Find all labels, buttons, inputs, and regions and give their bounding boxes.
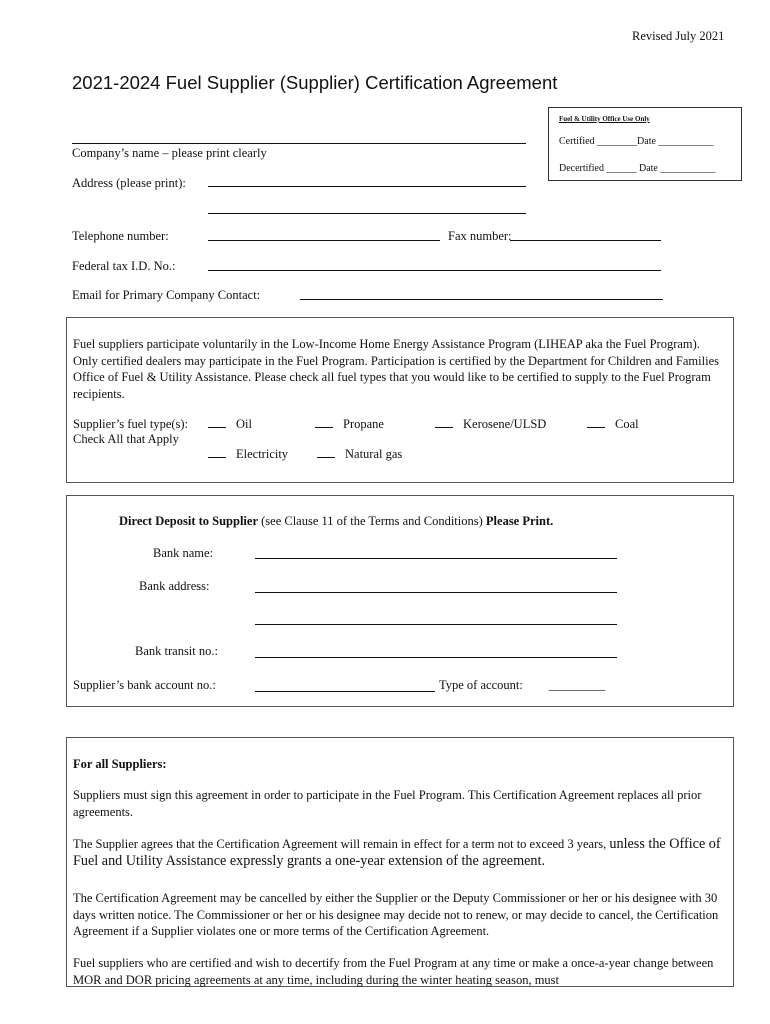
bank-address-line-2[interactable] — [255, 624, 617, 625]
tax-id-line[interactable] — [208, 270, 661, 271]
fuel-type-section — [66, 317, 734, 483]
all-suppliers-paragraph-2: The Supplier agrees that the Certification Agreement will remain in effect for a term not to exceed 3 years, unless the Office of Fuel and Utility Assistance expressly grants a one-year extension of the agreement. — [73, 836, 721, 869]
all-suppliers-section — [66, 737, 734, 987]
oil-checkbox[interactable] — [208, 417, 226, 428]
kerosene-checkbox[interactable] — [435, 417, 453, 428]
fuel-option-electricity[interactable]: Electricity — [208, 447, 288, 462]
certified-field: Certified ________Date ___________ — [559, 136, 714, 147]
revised-date: Revised July 2021 — [632, 29, 725, 43]
office-use-heading: Fuel & Utility Office Use Only — [559, 115, 650, 123]
coal-checkbox[interactable] — [587, 417, 605, 428]
email-line[interactable] — [300, 299, 663, 300]
fuel-option-kerosene[interactable]: Kerosene/ULSD — [435, 417, 546, 432]
account-type-field[interactable]: _________ — [549, 678, 606, 692]
fuel-option-propane[interactable]: Propane — [315, 417, 384, 432]
bank-address-line-1[interactable] — [255, 592, 617, 593]
all-suppliers-paragraph-3: The Certification Agreement may be cancelled by either the Supplier or the Deputy Commissioner or her or his designee with 30 days written notice. The Commissioner or her or his designee may decide not to renew, or may decide to cancel, the Certification Agreement if a Supplier violates one or more terms of the Certification Agreement. — [73, 891, 719, 938]
bank-account-line[interactable] — [255, 691, 435, 692]
propane-checkbox[interactable] — [315, 417, 333, 428]
fuel-option-natural-gas[interactable]: Natural gas — [317, 447, 402, 462]
electricity-checkbox[interactable] — [208, 447, 226, 458]
direct-deposit-section — [66, 495, 734, 707]
telephone-label: Telephone number: — [72, 229, 169, 243]
address-line-2[interactable] — [208, 213, 526, 214]
all-suppliers-paragraph-4: Fuel suppliers who are certified and wish to decertify from the Fuel Program at any time or make a once-a-year change between MOR and DOR pricing agreements at any time, including during the winter heating season, must — [73, 956, 714, 987]
tax-id-label: Federal tax I.D. No.: — [72, 259, 176, 273]
email-label: Email for Primary Company Contact: — [72, 288, 261, 302]
all-suppliers-heading: For all Suppliers: — [73, 757, 167, 771]
bank-address-label: Bank address: — [139, 579, 210, 593]
fax-line[interactable] — [510, 240, 661, 241]
bank-name-line[interactable] — [255, 558, 617, 559]
bank-transit-label: Bank transit no.: — [135, 644, 218, 658]
check-all-label: Check All that Apply — [73, 432, 179, 446]
natural-gas-checkbox[interactable] — [317, 447, 335, 458]
bank-name-label: Bank name: — [153, 546, 214, 560]
fax-label: Fax number: — [448, 229, 512, 243]
fuel-option-oil[interactable]: Oil — [208, 417, 252, 432]
company-name-line[interactable] — [72, 143, 526, 144]
decertified-field: Decertified ______ Date ___________ — [559, 163, 716, 174]
all-suppliers-paragraph-1: Suppliers must sign this agreement in order to participate in the Fuel Program. This Certification Agreement replaces all prior agreements. — [73, 788, 702, 819]
fuel-intro-text: Fuel suppliers participate voluntarily in the Low-Income Home Energy Assistance Program (LIHEAP aka the Fuel Program). Only certified dealers may participate in the Fuel Program. Participation is certified by the Department for Children and Families Office of Fuel & Utility Assistance. Please check all fuel types that you would like to be certified to supply to the Fuel Program recipients. — [73, 337, 719, 401]
fuel-option-coal[interactable]: Coal — [587, 417, 639, 432]
telephone-line[interactable] — [208, 240, 440, 241]
company-name-label: Company’s name – please print clearly — [72, 146, 267, 160]
direct-deposit-heading: Direct Deposit to Supplier (see Clause 11 of the Terms and Conditions) Please Print. — [119, 514, 554, 528]
page-title: 2021-2024 Fuel Supplier (Supplier) Certification Agreement — [72, 72, 558, 93]
address-line-1[interactable] — [208, 186, 526, 187]
bank-account-label: Supplier’s bank account no.: — [73, 678, 216, 692]
fuel-types-label: Supplier’s fuel type(s): — [73, 417, 189, 431]
office-use-box — [548, 107, 742, 181]
bank-transit-line[interactable] — [255, 657, 617, 658]
account-type-label: Type of account: — [439, 678, 523, 692]
address-label: Address (please print): — [72, 176, 186, 190]
